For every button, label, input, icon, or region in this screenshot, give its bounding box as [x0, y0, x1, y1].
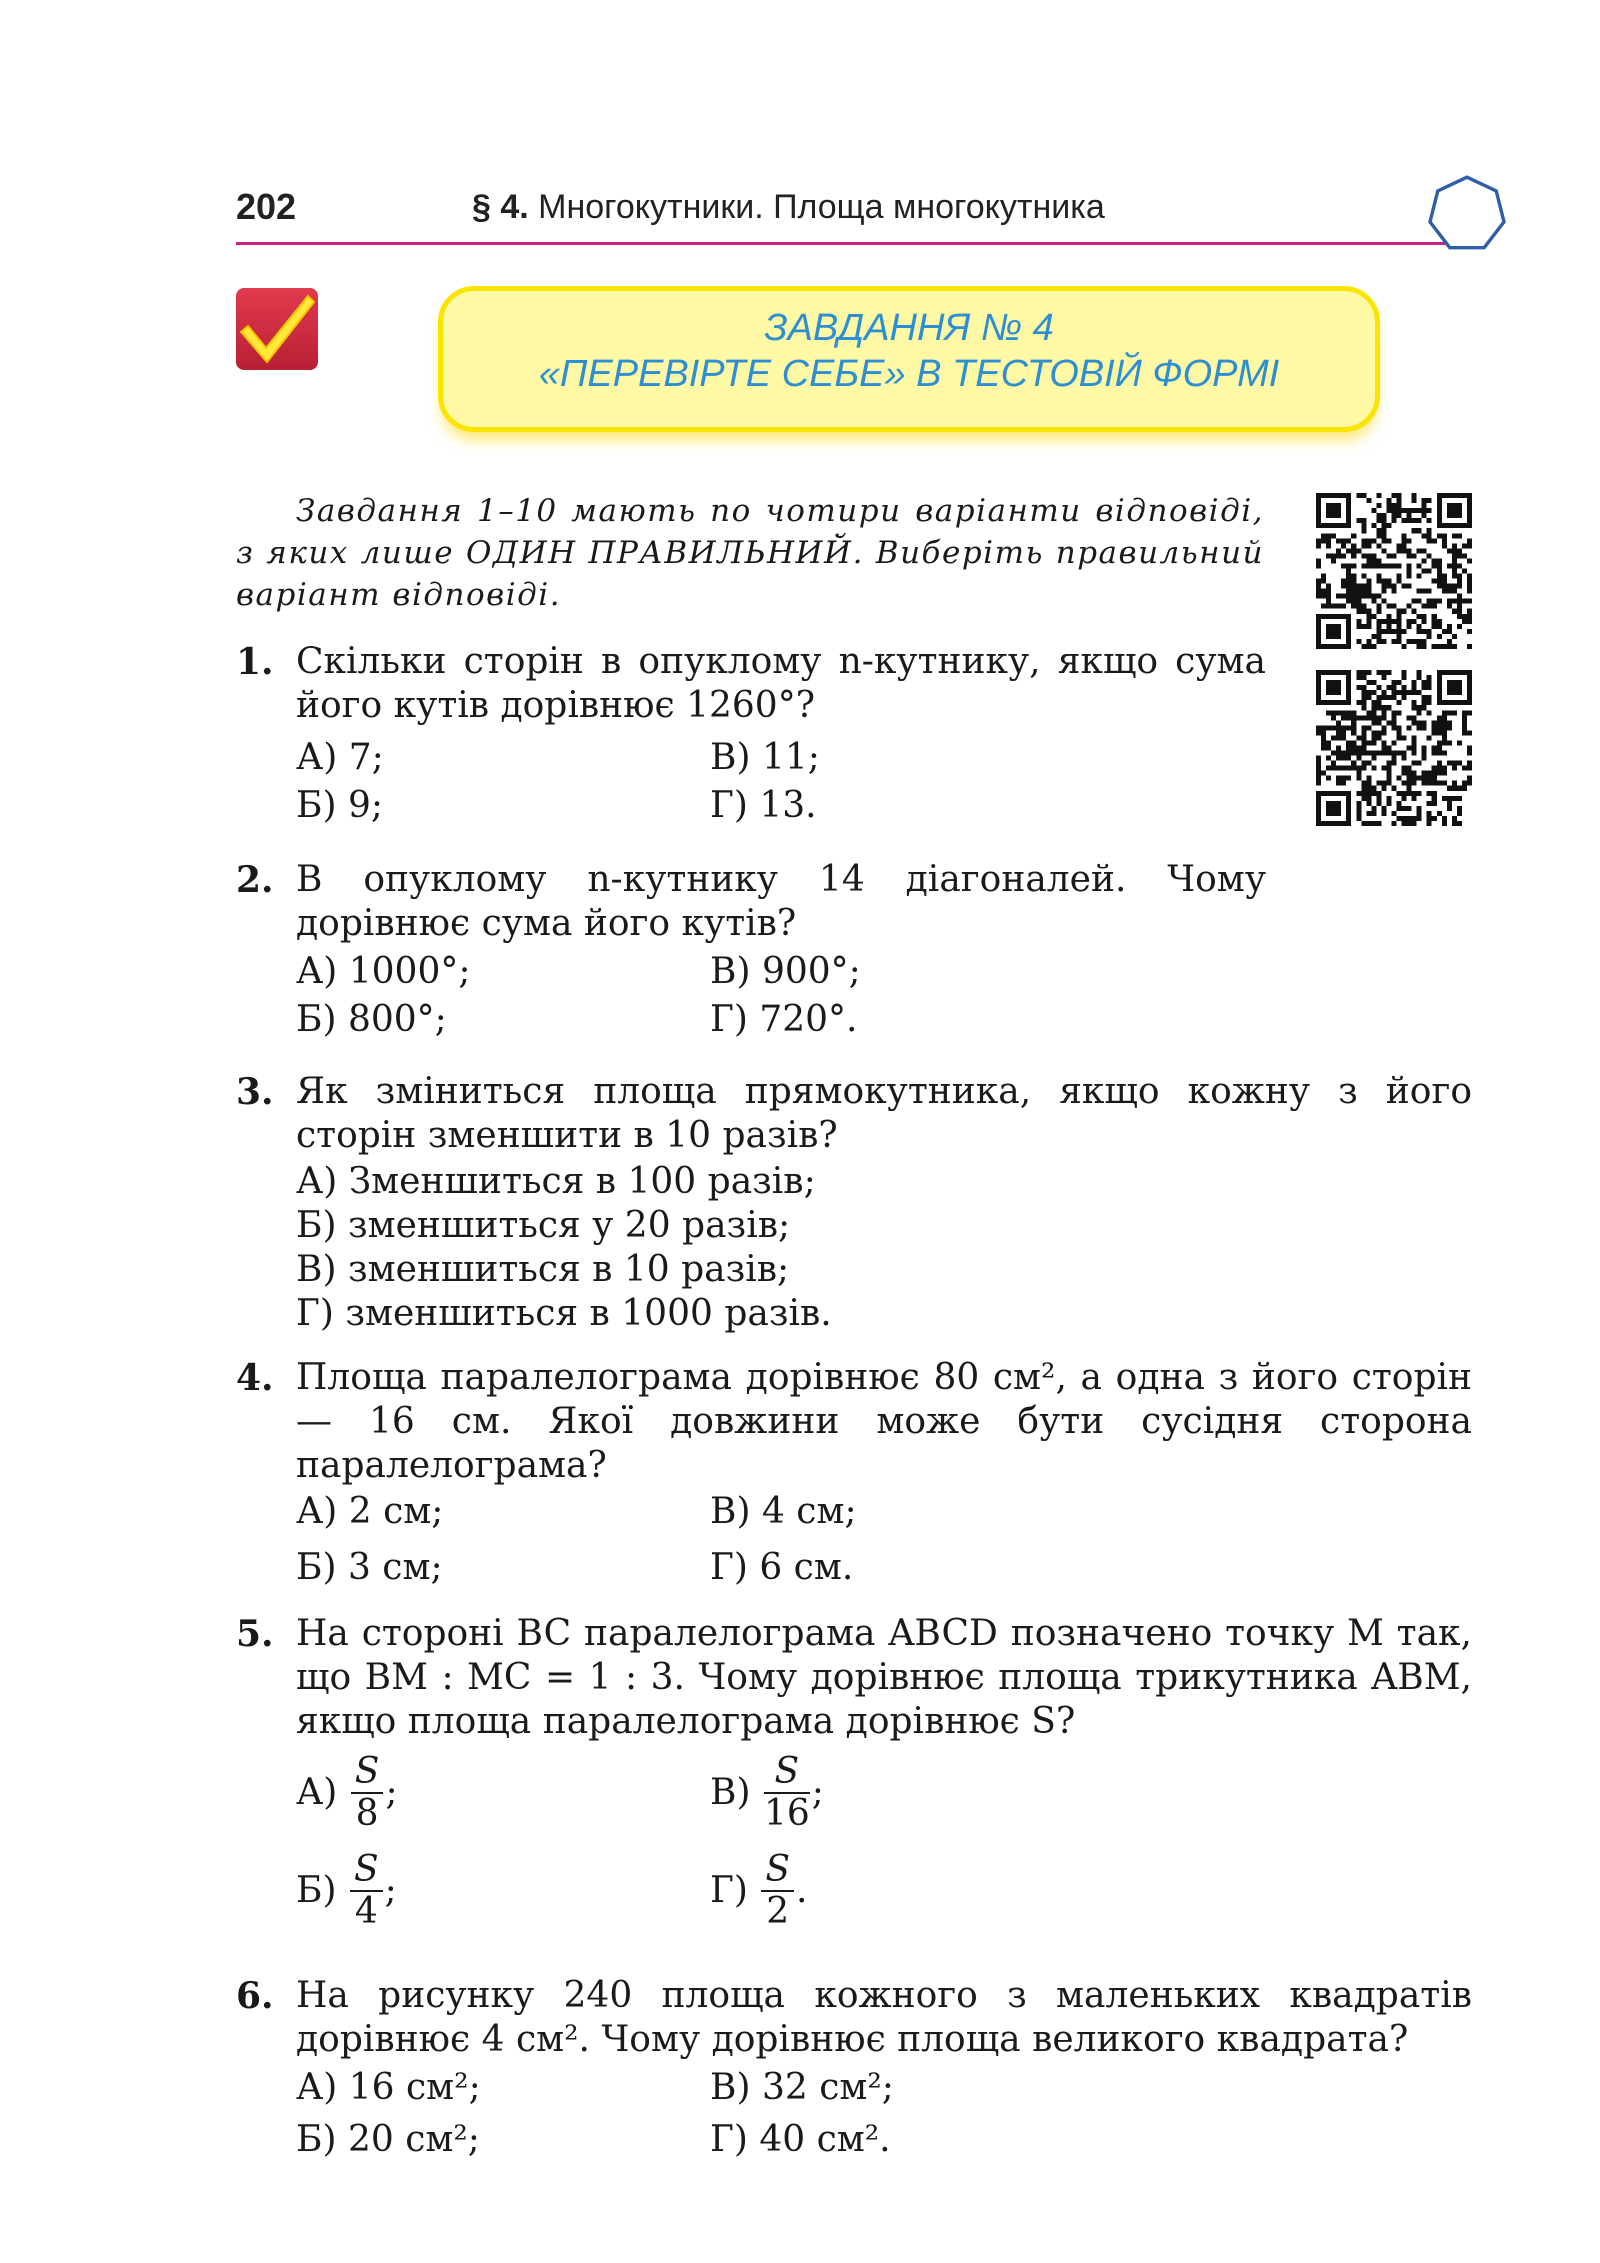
answer-b: Б) зменшиться у 20 разів;: [296, 1205, 791, 1246]
answer-b: Б) 9;: [296, 785, 383, 826]
question-number: 5.: [236, 1613, 274, 1655]
answer-label: Б): [296, 1870, 337, 1911]
question-text: На стороні BC паралелограма ABCD позначено точку M так, що BM : MC = 1 : 3. Чому дорівнює площа трикутника ABM, якщо площа паралелограма дорівнює S?: [296, 1613, 1472, 1742]
answer-b: Б) 800°;: [296, 999, 447, 1040]
question-4: [236, 1356, 1472, 1488]
answer-g: Г) 13.: [710, 785, 817, 826]
fraction: [764, 1752, 810, 1834]
section-title: [472, 188, 1105, 227]
checkmark-icon: [236, 288, 318, 370]
question-text: Як зміниться площа прямокутника, якщо кожну з його сторін зменшити в 10 разів?: [296, 1071, 1472, 1156]
denominator: 8: [355, 1793, 379, 1834]
numerator: S: [761, 1850, 794, 1892]
denominator: 2: [766, 1891, 790, 1932]
numerator: S: [351, 1752, 384, 1794]
qr-code[interactable]: [1316, 493, 1472, 649]
answer-g: Г) зменшиться в 1000 разів.: [296, 1293, 832, 1334]
fraction: [350, 1850, 383, 1932]
answer-label: В): [710, 1772, 751, 1813]
question-number: 6.: [236, 1975, 274, 2017]
question-3: [236, 1070, 1472, 1158]
question-5: [236, 1612, 1472, 1744]
answer-b: Б) $\frac{S}{4}$ ;: [296, 1849, 397, 1932]
question-text: Площа паралелограма дорівнює 80 см², а одна з його сторін — 16 см. Якої довжини може бути сусідня сторона паралелограма?: [296, 1357, 1472, 1486]
answer-v: В) зменшиться в 10 разів;: [296, 1249, 790, 1290]
question-number: 2.: [236, 859, 274, 901]
heptagon-icon: [1424, 172, 1510, 258]
answer-v: В) 11;: [710, 737, 820, 778]
answer-a: А) 2 см;: [296, 1491, 444, 1532]
fraction: [351, 1752, 384, 1834]
answer-a: А) 16 см²;: [296, 2067, 481, 2108]
answer-label: А): [296, 1772, 338, 1813]
fraction: [761, 1850, 794, 1932]
banner-title: ЗАВДАННЯ № 4: [764, 307, 1054, 349]
answer-v: В) $\frac{S}{16}$ ;: [710, 1751, 824, 1834]
answer-g: Г) 720°.: [710, 999, 858, 1040]
question-number: 3.: [236, 1071, 274, 1113]
answer-a: А) 1000°;: [296, 951, 471, 992]
answer-g: Г) 40 см².: [710, 2119, 891, 2160]
instructions-text: Завдання 1–10 мають по чотири варіанти відповіді, з яких лише ОДИН ПРАВИЛЬНИЙ. Виберіть правильний варіант відповіді.: [236, 493, 1264, 613]
question-text: Скільки сторін в опуклому n-кутнику, якщо сума його кутів дорівнює 1260°?: [296, 641, 1266, 726]
question-number: 1.: [236, 641, 274, 683]
answer-label: Г): [710, 1870, 748, 1911]
header-rule: [236, 242, 1466, 245]
page-number: 202: [236, 186, 297, 227]
answer-b: Б) 3 см;: [296, 1547, 443, 1588]
question-1: [236, 640, 1266, 728]
answer-g: Г) $\frac{S}{2}$ .: [710, 1849, 808, 1932]
section-mark: § 4.: [472, 188, 529, 226]
answer-g: Г) 6 см.: [710, 1547, 854, 1588]
answer-v: В) 900°;: [710, 951, 861, 992]
question-number: 4.: [236, 1357, 274, 1399]
banner-subtitle: «ПЕРЕВІРТЕ СЕБЕ» В ТЕСТОВІЙ ФОРМІ: [538, 353, 1280, 395]
numerator: S: [350, 1850, 383, 1892]
answer-a: А) 7;: [296, 737, 384, 778]
answer-v: В) 32 см²;: [710, 2067, 894, 2108]
qr-code[interactable]: [1316, 670, 1472, 826]
answer-v: В) 4 см;: [710, 1491, 857, 1532]
answer-b: Б) 20 см²;: [296, 2119, 480, 2160]
denominator: 4: [354, 1891, 378, 1932]
answer-a: А) $\frac{S}{8}$ ;: [296, 1751, 398, 1834]
section-title-text: Многокутники. Площа многокутника: [538, 188, 1105, 226]
question-2: [236, 858, 1266, 946]
task-banner: [438, 286, 1380, 432]
denominator: 16: [763, 1793, 810, 1834]
question-text: В опуклому n-кутнику 14 діагоналей. Чому дорівнює сума його кутів?: [296, 859, 1266, 944]
question-6: [236, 1974, 1472, 2062]
numerator: S: [764, 1752, 810, 1794]
answer-a: А) Зменшиться в 100 разів;: [296, 1161, 816, 1202]
question-text: На рисунку 240 площа кожного з маленьких квадратів дорівнює 4 см². Чому дорівнює площа великого квадрата?: [296, 1975, 1472, 2060]
